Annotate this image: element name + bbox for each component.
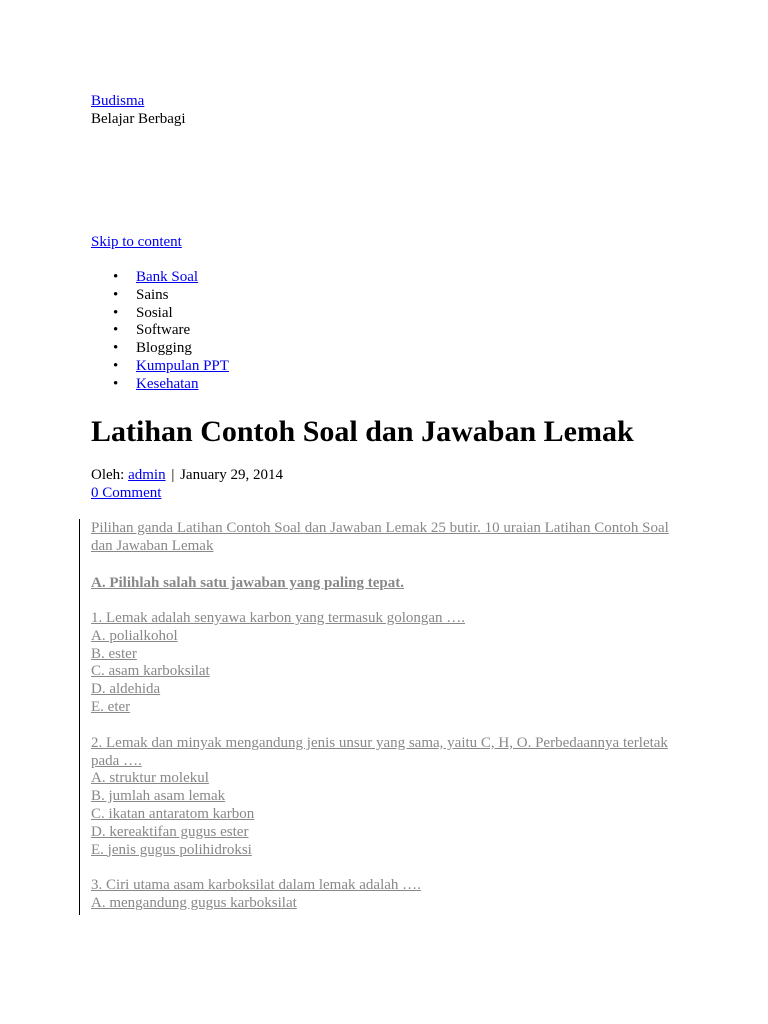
nav-label-sains: Sains	[136, 286, 169, 303]
bullet-icon: •	[113, 340, 119, 357]
post-content	[79, 519, 690, 915]
nav-item-kumpulan-ppt	[91, 358, 229, 376]
answer-option[interactable]: C. asam karboksilat	[91, 663, 210, 680]
nav-item-sains	[91, 287, 229, 305]
question-text[interactable]: 1. Lemak adalah senyawa karbon yang termasuk golongan ….	[91, 610, 466, 626]
section-heading[interactable]: A. Pilihlah salah satu jawaban yang paling tepat.	[91, 575, 404, 591]
nav-item-sosial	[91, 305, 229, 323]
question-block	[91, 877, 681, 913]
answer-option[interactable]: A. polialkohol	[91, 627, 178, 644]
author-link[interactable]: admin	[128, 467, 166, 483]
nav-item-bank-soal	[91, 269, 229, 287]
nav-link-kumpulan-ppt[interactable]: Kumpulan PPT	[136, 357, 229, 374]
site-tagline: Belajar Berbagi	[91, 111, 186, 127]
post-meta	[91, 466, 283, 484]
post-date: January 29, 2014	[180, 467, 283, 483]
answer-option[interactable]: D. aldehida	[91, 681, 161, 698]
main-nav	[91, 269, 229, 394]
answer-option[interactable]: A. mengandung gugus karboksilat	[91, 895, 297, 912]
bullet-icon: •	[113, 304, 119, 321]
bullet-icon: •	[113, 375, 119, 392]
answer-option[interactable]: B. jumlah asam lemak	[91, 788, 226, 805]
post-intro[interactable]: Pilihan ganda Latihan Contoh Soal dan Jawaban Lemak 25 butir. 10 uraian Latihan Contoh Soal dan Jawaban Lemak	[91, 520, 669, 554]
answer-option[interactable]: B. ester	[91, 645, 137, 662]
meta-separator: |	[171, 467, 175, 483]
site-header	[91, 92, 186, 128]
question-text[interactable]: 2. Lemak dan minyak mengandung jenis unsur yang sama, yaitu C, H, O. Perbedaannya terletak pada ….	[91, 734, 668, 769]
nav-item-blogging	[91, 340, 229, 358]
bullet-icon: •	[113, 269, 119, 285]
question-block	[91, 610, 681, 717]
answer-option[interactable]: E. jenis gugus polihidroksi	[91, 841, 252, 858]
nav-link-kesehatan[interactable]: Kesehatan	[136, 375, 199, 392]
meta-prefix: Oleh:	[91, 467, 125, 483]
bullet-icon: •	[113, 357, 119, 374]
nav-link-bank-soal[interactable]: Bank Soal	[136, 269, 199, 285]
post-title: Latihan Contoh Soal dan Jawaban Lemak	[91, 415, 634, 448]
nav-item-software	[91, 322, 229, 340]
question-text[interactable]: 3. Ciri utama asam karboksilat dalam lemak adalah ….	[91, 877, 421, 894]
nav-label-software: Software	[136, 322, 191, 339]
nav-item-kesehatan	[91, 376, 229, 394]
nav-label-sosial: Sosial	[136, 304, 173, 321]
answer-option[interactable]: E. eter	[91, 698, 131, 715]
skip-to-content-link[interactable]: Skip to content	[91, 234, 182, 250]
answer-option[interactable]: A. struktur molekul	[91, 770, 209, 787]
nav-label-blogging: Blogging	[136, 340, 192, 357]
bullet-icon: •	[113, 322, 119, 339]
comments-link[interactable]: 0 Comment	[91, 485, 162, 501]
answer-option[interactable]: D. kereaktifan gugus ester	[91, 823, 249, 840]
site-title-link[interactable]: Budisma	[91, 93, 145, 109]
question-block	[91, 735, 681, 860]
answer-option[interactable]: C. ikatan antaratom karbon	[91, 805, 255, 822]
bullet-icon: •	[113, 286, 119, 303]
